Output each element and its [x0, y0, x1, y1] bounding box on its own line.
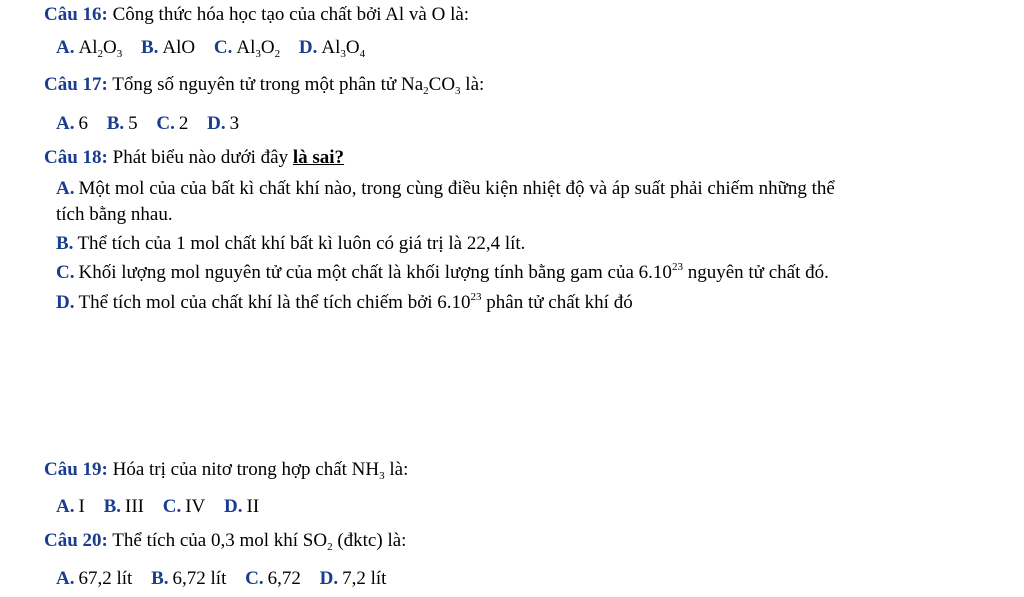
- option-c[interactable]: C. 6,72: [245, 568, 301, 589]
- question-20-options: [56, 568, 386, 590]
- option-a[interactable]: A. Một mol của của bất kì chất khí nào, trong cùng điều kiện nhiệt độ và áp suất phải chiếm những thể: [56, 178, 835, 199]
- option-d[interactable]: D. $Al_3O_4$: [298, 37, 366, 60]
- question-20: [44, 530, 406, 552]
- option-c[interactable]: C. $Al_3O_2$: [213, 37, 281, 60]
- question-16-options: [56, 37, 365, 59]
- question-17: [44, 74, 484, 96]
- option-a-continued: tích bằng nhau.: [56, 204, 173, 225]
- option-b[interactable]: B. AlO: [140, 37, 196, 58]
- question-label: Câu 16:: [44, 4, 108, 25]
- question-emphasis: là sai?: [292, 147, 345, 168]
- option-d[interactable]: D. Thể tích mol của chất khí là thể tích chiếm bởi 6.10$^{23}$ phân tử chất khí đó: [56, 291, 633, 313]
- option-a[interactable]: A. I: [56, 496, 85, 517]
- question-label: Câu 18:: [44, 147, 108, 168]
- option-b[interactable]: B. Thể tích của 1 mol chất khí bất kì luôn có giá trị là 22,4 lít.: [56, 233, 526, 254]
- option-d[interactable]: D. 7,2 lít: [319, 568, 387, 589]
- option-c[interactable]: C. IV: [162, 496, 206, 517]
- question-text: Công thức hóa học tạo của chất bởi Al và O là:: [112, 4, 470, 25]
- option-a[interactable]: A. 6: [56, 113, 88, 134]
- option-b[interactable]: B. 5: [106, 113, 138, 134]
- question-19-options: [56, 496, 259, 518]
- option-d[interactable]: D. II: [224, 496, 260, 517]
- question-text: Phát biểu nào dưới đây: [112, 147, 289, 168]
- question-16: [44, 4, 469, 26]
- question-17-options: [56, 113, 239, 135]
- option-c[interactable]: C. Khối lượng mol nguyên tử của một chất là khối lượng tính bằng gam của 6.10$^{23}$ nguyên tử chất đó.: [56, 261, 829, 283]
- question-label: Câu 20:: [44, 530, 108, 551]
- option-a[interactable]: A. $Al_2O_3$: [56, 37, 123, 60]
- option-a[interactable]: A. 67,2 lít: [56, 568, 133, 589]
- option-d[interactable]: D. 3: [207, 113, 240, 134]
- question-label: Câu 19:: [44, 459, 108, 480]
- question-text: Thể tích của 0,3 mol khí $SO_2$ (đktc) là:: [112, 530, 407, 553]
- question-text: Tổng số nguyên tử trong một phân tử $Na_2CO_3$ là:: [112, 74, 485, 97]
- option-c[interactable]: C. 2: [156, 113, 189, 134]
- question-text: Hóa trị của nitơ trong hợp chất $NH_3$ là:: [112, 459, 409, 482]
- option-b[interactable]: B. 6,72 lít: [151, 568, 227, 589]
- option-b[interactable]: B. III: [103, 496, 144, 517]
- question-18: [44, 147, 344, 169]
- question-label: Câu 17:: [44, 74, 108, 95]
- question-19: [44, 459, 408, 481]
